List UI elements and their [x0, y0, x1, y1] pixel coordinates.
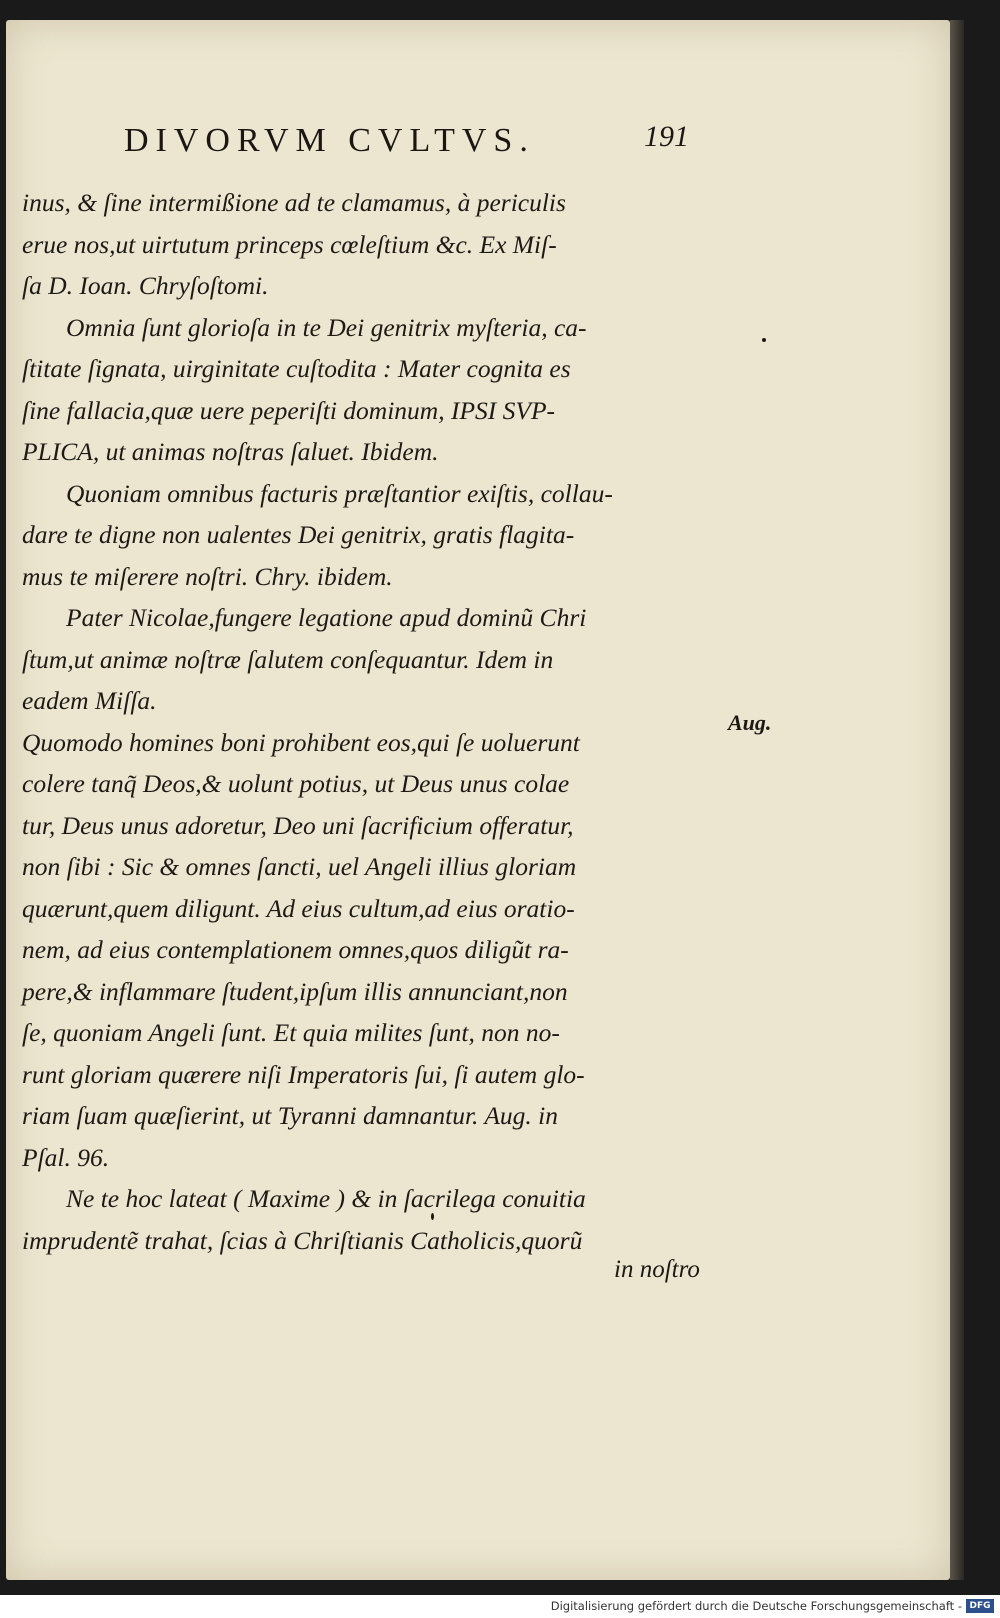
dfg-logo: DFG [966, 1599, 994, 1613]
text-line: Quomodo homines boni prohibent eos,qui ſe uoluerunt [22, 727, 580, 757]
margin-note: Aug. [728, 710, 772, 735]
text-line: riam ſuam quæſierint, ut Tyranni damnantur. Aug. in [22, 1101, 559, 1130]
running-head: DIVORVM CVLTVS. [124, 122, 535, 159]
page-number: 191 [644, 120, 689, 153]
text-line: PLICA, ut animas noſtras ſaluet. Ibidem. [22, 437, 439, 466]
text-line: runt gloriam quærere niſi Imperatoris ſui, ſi autem glo- [22, 1059, 585, 1089]
text-line: Pſal. 96. [22, 1142, 110, 1172]
text-line: tur, Deus unus adoretur, Deo uni ſacrificium offeratur, [22, 810, 574, 840]
text-line: quærunt,quem diligunt. Ad eius cultum,ad eius oratio- [22, 893, 575, 923]
text-line: mus te miſerere noſtri. Chry. ibidem. [22, 561, 393, 591]
text-line: Ne te hoc lateat ( Maxime ) & in ſacrilega conuitia [66, 1184, 586, 1213]
ink-speck [762, 338, 766, 342]
text-line: colere tanq̃ Deos,& uolunt potius, ut Deus unus colae [22, 769, 570, 798]
text-line: ſtum,ut animæ noſtræ ſalutem conſequantur. Idem in [22, 644, 554, 674]
catchword: in noſtro [614, 1256, 700, 1283]
text-line: dare te digne non ualentes Dei genitrix, gratis flagita- [22, 520, 575, 549]
body-text [22, 182, 722, 1261]
text-line: ſe, quoniam Angeli ſunt. Et quia milites ſunt, non no- [22, 1018, 560, 1047]
page-header [6, 122, 950, 172]
text-line: non ſibi : Sic & omnes ſancti, uel Angeli illius gloriam [22, 852, 577, 881]
text-line: ſine fallacia,quæ uere peperiſti dominum, IPSI SVP- [22, 395, 556, 425]
text-line: eadem Miſſa. [22, 686, 157, 715]
text-line: nem, ad eius contemplationem omnes,quos diligũt ra- [22, 935, 569, 964]
text-line: ſa D. Ioan. Chryſoſtomi. [22, 271, 269, 300]
ink-speck [431, 1213, 434, 1220]
footer-bar [0, 1596, 1000, 1618]
text-line: erue nos,ut uirtutum princeps cœleſtium &c. Ex Miſ- [22, 229, 557, 259]
page-edge [950, 20, 964, 1580]
text-line: Quoniam omnibus facturis præſtantior exiſtis, collau- [66, 478, 613, 508]
text-line: Pater Nicolae,fungere legatione apud dominũ Chri [66, 603, 587, 632]
text-line: inus, & ſine intermißione ad te clamamus, à periculis [22, 188, 566, 217]
digitization-credit: Digitalisierung gefördert durch die Deutsche Forschungsgemeinschaft - [550, 1599, 962, 1613]
text-line: imprudentẽ trahat, ſcias à Chriſtianis Catholicis,quorũ [22, 1225, 583, 1255]
text-line: Omnia ſunt glorioſa in te Dei genitrix myſteria, ca- [66, 312, 587, 342]
text-line: pere,& inflammare ſtudent,ipſum illis annunciant,non [22, 976, 568, 1006]
text-line: ſtitate ſignata, uirginitate cuſtodita : Mater cognita es [22, 354, 571, 383]
book-page [6, 20, 950, 1580]
